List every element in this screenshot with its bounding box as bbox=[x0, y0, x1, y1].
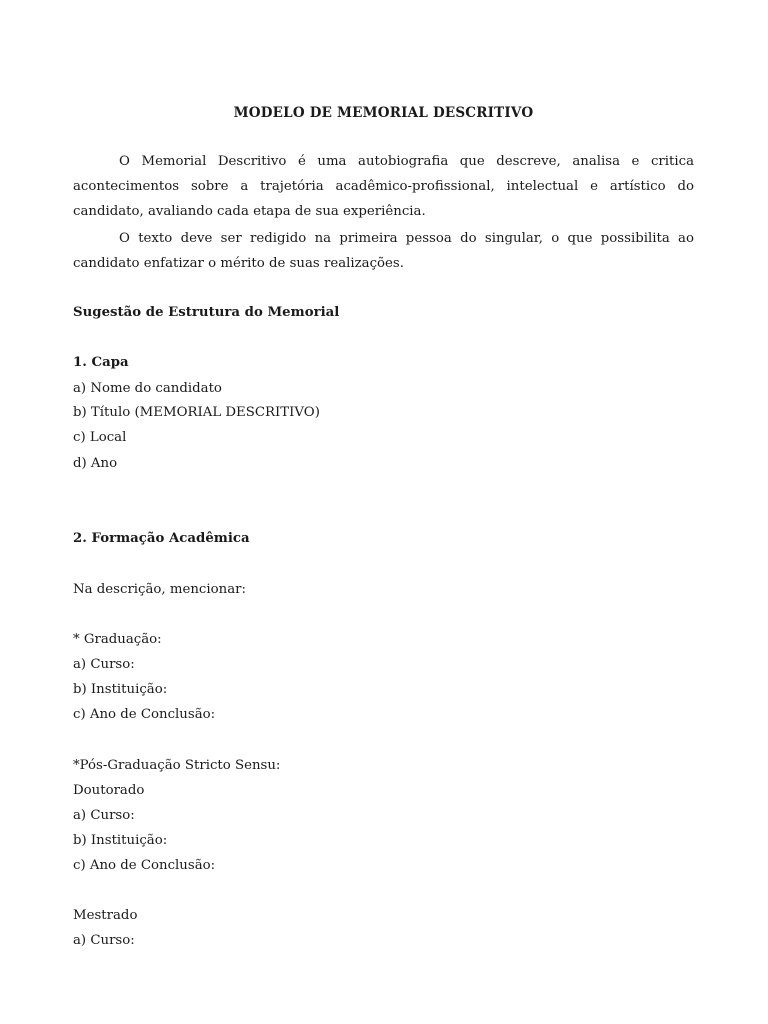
list-item: c) Local bbox=[73, 430, 127, 445]
list-item: a) Curso: bbox=[73, 933, 135, 948]
list-item: c) Ano de Conclusão: bbox=[73, 858, 216, 873]
doutorado-label: Doutorado bbox=[73, 783, 145, 798]
document-title: MODELO DE MEMORIAL DESCRITIVO bbox=[233, 105, 534, 121]
list-item: c) Ano de Conclusão: bbox=[73, 707, 216, 722]
section-heading-formacao: 2. Formação Acadêmica bbox=[73, 531, 250, 546]
list-item: a) Curso: bbox=[73, 657, 135, 672]
list-item: a) Nome do candidato bbox=[73, 381, 222, 396]
list-item: d) Ano bbox=[73, 456, 118, 471]
pos-graduacao-label: *Pós-Graduação Stricto Sensu: bbox=[73, 758, 281, 773]
list-item: b) Título (MEMORIAL DESCRITIVO) bbox=[73, 405, 320, 420]
structure-heading: Sugestão de Estrutura do Memorial bbox=[73, 305, 340, 320]
list-item: b) Instituição: bbox=[73, 833, 168, 848]
section-intro: Na descrição, mencionar: bbox=[73, 582, 246, 597]
graduacao-label: * Graduação: bbox=[73, 632, 162, 647]
list-item: a) Curso: bbox=[73, 808, 135, 823]
intro-paragraph: O Memorial Descritivo é uma autobiografia que descreve, analisa e critica acontecimentos sobre a trajetória acadêmico-profissional, intelectual e artístico do candidato, avaliando cada etapa de sua experiência. bbox=[73, 154, 694, 219]
mestrado-label: Mestrado bbox=[73, 908, 138, 923]
list-item: b) Instituição: bbox=[73, 682, 168, 697]
section-heading-capa: 1. Capa bbox=[73, 355, 129, 370]
intro-paragraph: O texto deve ser redigido na primeira pessoa do singular, o que possibilita ao candidato enfatizar o mérito de suas realizações. bbox=[73, 231, 694, 271]
